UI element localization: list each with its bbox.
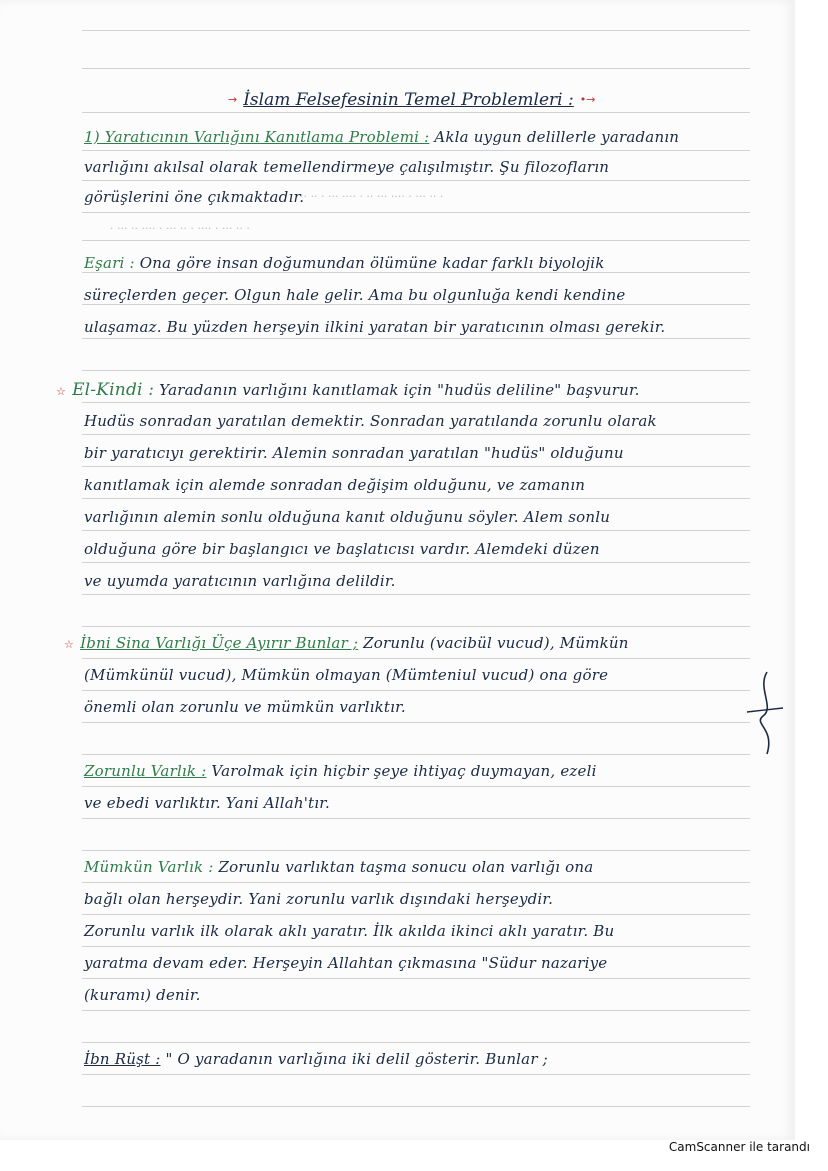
section-heading: Mümkün Varlık :: [84, 858, 214, 876]
pencil-scribble: · ··· ·· ···· · ··· ·· · ···· · ··· ·· ·: [110, 222, 250, 235]
scanner-watermark: CamScanner ile tarandı: [668, 1140, 810, 1154]
ruled-line: [82, 180, 750, 181]
text-line: Hudüs sonradan yaratılan demektir. Sonradan yaratılanda zorunlu olarak: [84, 412, 657, 430]
ruled-line: [82, 112, 750, 113]
ruled-line: [82, 304, 750, 305]
ruled-line: [82, 722, 750, 723]
ruled-line: [82, 562, 750, 563]
ruled-line: [82, 338, 750, 339]
text-line: görüşlerini öne çıkmaktadır.: [84, 188, 305, 206]
ruled-line: [82, 150, 750, 151]
section-heading-line: [64, 634, 754, 652]
ruled-line: [82, 754, 750, 755]
text-line: ulaşamaz. Bu yüzden herşeyin ilkini yaratan bir yaratıcının olması gerekir.: [84, 318, 666, 336]
section-heading: İbni Sina Varlığı Üçe Ayırır Bunlar ;: [80, 634, 359, 652]
section-heading: Zorunlu Varlık :: [84, 762, 207, 780]
section-heading-line: [56, 380, 754, 400]
ruled-line: [82, 914, 750, 915]
text-line: bağlı olan herşeydir. Yani zorunlu varlık dışındaki herşeydir.: [84, 890, 554, 908]
text-line: varlığının alemin sonlu olduğuna kanıt olduğunu söyler. Alem sonlu: [84, 508, 611, 526]
text-line: (kuramı) denir.: [84, 986, 201, 1004]
star-mark-icon: ☆: [56, 385, 67, 398]
page-title: → İslam Felsefesinin Temel Problemleri : •→: [228, 90, 596, 110]
ruled-line: [82, 212, 750, 213]
ruled-line: [82, 978, 750, 979]
ruled-line: [82, 1074, 750, 1075]
text-line: önemli olan zorunlu ve mümkün varlıktır.: [84, 698, 406, 716]
ruled-line: [82, 370, 750, 371]
star-mark-icon: ☆: [64, 638, 75, 651]
ruled-line: [82, 1042, 750, 1043]
ruled-line: [82, 626, 750, 627]
ruled-line: [82, 850, 750, 851]
arrow-mark-icon: →: [228, 93, 238, 106]
section-heading-line: [84, 858, 754, 876]
arrow-mark-icon: •→: [579, 93, 596, 106]
text-line: Zorunlu varlık ilk olarak aklı yaratır. İlk akılda ikinci aklı yaratır. Bu: [84, 922, 615, 940]
section-heading: 1) Yaratıcının Varlığını Kanıtlama Problemi :: [84, 128, 430, 146]
text-line: ve uyumda yaratıcının varlığına delildir.: [84, 572, 396, 590]
text-line: bir yaratıcıyı gerektirir. Alemin sonradan yaratılan "hudüs" olduğunu: [84, 444, 624, 462]
ruled-line: [82, 818, 750, 819]
text-line: Yaradanın varlığını kanıtlamak için "hudüs deliline" başvurur.: [159, 381, 640, 399]
ruled-line: [82, 530, 750, 531]
ruled-line: [82, 402, 750, 403]
ruled-line: [82, 30, 750, 31]
margin-brace-icon: [745, 668, 785, 758]
text-line: Varolmak için hiçbir şeye ihtiyaç duymayan, ezeli: [211, 762, 597, 780]
text-line: Ona göre insan doğumundan ölümüne kadar farklı biyolojik: [139, 254, 605, 272]
ruled-line: [82, 594, 750, 595]
section-heading-line: [84, 1050, 754, 1068]
pencil-scribble: ·· ·· · ··· ···· · ·· ··· ···· · ··· ·· ·: [300, 190, 444, 203]
text-line: yaratma devam eder. Herşeyin Allahtan çıkmasına "Südur nazariye: [84, 954, 608, 972]
ruled-line: [82, 240, 750, 241]
ruled-line: [82, 498, 750, 499]
section-heading-line: [84, 254, 754, 272]
ruled-line: [82, 272, 750, 273]
text-line: Akla uygun delillerle yaradanın: [434, 128, 680, 146]
text-line: ve ebedi varlıktır. Yani Allah'tır.: [84, 794, 330, 812]
text-line: varlığını akılsal olarak temellendirmeye çalışılmıştır. Şu filozofların: [84, 158, 610, 176]
section-heading: El-Kindi :: [72, 380, 155, 400]
section-heading-line: [84, 762, 754, 780]
ruled-line: [82, 466, 750, 467]
ruled-line: [82, 1106, 750, 1107]
text-line: Zorunlu varlıktan taşma sonucu olan varlığı ona: [218, 858, 594, 876]
ruled-line: [82, 690, 750, 691]
ruled-line: [82, 786, 750, 787]
text-line: olduğuna göre bir başlangıcı ve başlatıcısı vardır. Alemdeki düzen: [84, 540, 600, 558]
text-line: Zorunlu (vacibül vucud), Mümkün: [363, 634, 629, 652]
ruled-line: [82, 68, 750, 69]
ruled-line: [82, 882, 750, 883]
text-line: kanıtlamak için alemde sonradan değişim olduğunu, ve zamanın: [84, 476, 586, 494]
ruled-line: [82, 658, 750, 659]
section-heading: İbn Rüşt :: [84, 1050, 161, 1068]
section-heading: Eşari :: [84, 254, 135, 272]
text-line: süreçlerden geçer. Olgun hale gelir. Ama bu olgunluğa kendi kendine: [84, 286, 626, 304]
ruled-line: [82, 946, 750, 947]
section-heading-line: [84, 128, 754, 146]
ruled-line: [82, 1010, 750, 1011]
ruled-line: [82, 434, 750, 435]
text-line: " O yaradanın varlığına iki delil gösterir. Bunlar ;: [165, 1050, 548, 1068]
text-line: (Mümkünül vucud), Mümkün olmayan (Mümteniul vucud) ona göre: [84, 666, 609, 684]
